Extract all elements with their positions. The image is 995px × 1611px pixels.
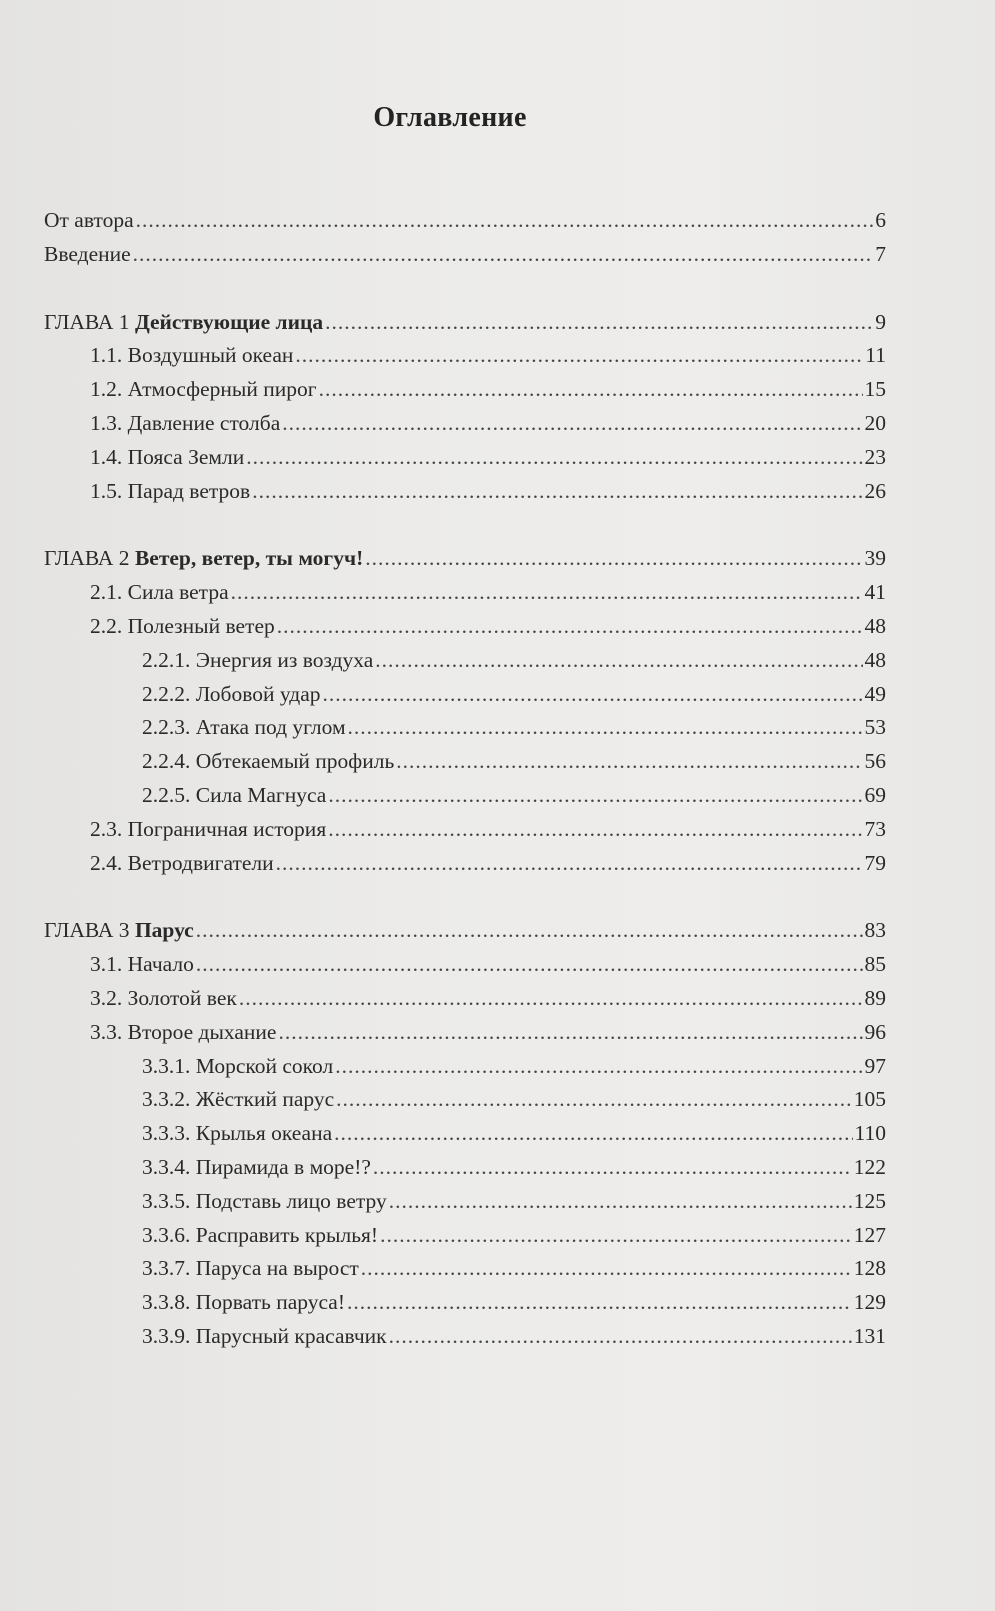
dot-leader [325,306,873,340]
dot-leader [389,1320,852,1354]
toc-page-number: 7 [875,241,886,266]
toc-label [44,306,323,340]
toc-page-number: 49 [864,681,886,706]
toc-entry[interactable] [44,1083,886,1117]
dot-leader [278,1016,862,1050]
toc-chapter-heading[interactable] [44,914,886,948]
dot-leader [347,1286,852,1320]
toc-page-number: 15 [864,377,886,402]
dot-leader [396,745,862,779]
dot-leader [375,644,862,678]
dot-leader [336,1083,852,1117]
toc-label: От автора [44,208,134,232]
toc-page-number: 11 [865,343,886,368]
chapter-name: Действующие лица [134,309,324,334]
chapter-prefix: ГЛАВА 2 [44,546,130,571]
toc-chapter-heading[interactable] [44,542,886,576]
toc-entry[interactable] [44,1252,886,1286]
dot-leader [246,441,862,475]
toc-entry[interactable] [44,339,886,373]
toc-page-number: 39 [864,546,886,571]
chapter-2 [44,542,886,880]
dot-leader [335,1050,862,1084]
dot-leader [323,678,863,712]
toc-label: 2.2.2. Лобовой удар [142,681,321,706]
toc-entry[interactable] [44,779,886,813]
toc-label: 1.1. Воздушный океан [90,343,294,368]
toc-label: 2.2.4. Обтекаемый профиль [142,749,395,774]
toc-page-number: 9 [875,309,886,334]
toc-label: 3.3.9. Парусный красавчик [142,1323,387,1348]
dot-leader [277,610,863,644]
toc-page-number: 48 [864,613,886,638]
toc-page-number: 85 [864,952,886,977]
dot-leader [239,982,863,1016]
toc-entry[interactable] [44,1219,886,1253]
toc-label: 3.3.3. Крылья океана [142,1121,333,1146]
toc-page-number: 69 [864,782,886,807]
dot-leader [328,779,862,813]
dot-leader [295,339,863,373]
toc-page-number: 79 [864,850,886,875]
chapter-name: Ветер, ветер, ты могуч! [134,546,364,571]
toc-entry[interactable] [44,576,886,610]
toc-label: 3.3.8. Порвать паруса! [142,1290,345,1315]
toc-label [44,542,363,576]
toc-entry[interactable] [44,678,886,712]
toc-label: 2.2.1. Энергия из воздуха [142,647,374,672]
toc-label: 2.1. Сила ветра [90,580,229,605]
dot-leader [380,1219,852,1253]
toc-label: 2.2. Полезный ветер [90,613,275,638]
dot-leader [319,373,863,407]
toc-page-number: 83 [864,918,886,943]
toc-page-number: 128 [853,1256,886,1281]
toc-label: 2.2.5. Сила Магнуса [142,782,327,807]
toc-label: 3.3.4. Пирамида в море!? [142,1154,371,1179]
toc-label: 1.3. Давление столба [90,410,281,435]
toc-entry[interactable] [44,1050,886,1084]
toc-label: 1.4. Пояса Земли [90,444,245,469]
toc-label: 2.3. Пограничная история [90,816,327,841]
toc-label: 3.3.5. Подставь лицо ветру [142,1188,387,1213]
toc-page-number: 23 [864,444,886,469]
toc-page-number: 110 [854,1121,886,1146]
toc-chapter-heading[interactable] [44,306,886,340]
front-matter [44,204,886,272]
toc-entry[interactable] [44,711,886,745]
dot-leader [196,948,863,982]
toc-label: 3.3. Второе дыхание [90,1019,277,1044]
toc-label: 3.3.1. Морской сокол [142,1053,334,1078]
toc-page-number: 122 [853,1154,886,1179]
toc-label: 3.1. Начало [90,952,194,977]
toc-entry[interactable] [44,610,886,644]
dot-leader [252,475,862,509]
toc-page-number: 97 [864,1053,886,1078]
toc-label: 1.5. Парад ветров [90,478,251,503]
toc-entry[interactable] [44,1185,886,1219]
toc-label: 3.3.6. Расправить крылья! [142,1222,379,1247]
dot-leader [231,576,863,610]
toc-entry[interactable] [44,745,886,779]
toc-entry[interactable] [44,1151,886,1185]
toc-page-number: 131 [853,1323,886,1348]
toc-label: Введение [44,241,131,266]
dot-leader [196,914,863,948]
chapter-prefix: ГЛАВА 1 [44,309,130,334]
toc-page-number: 56 [864,749,886,774]
dot-leader [136,204,874,238]
toc-label: 3.3.2. Жёсткий парус [142,1087,335,1112]
toc-page-number: 26 [864,478,886,503]
dot-leader [328,813,862,847]
toc-entry[interactable] [44,1286,886,1320]
toc-page-number: 96 [864,1019,886,1044]
toc-page-number: 73 [864,816,886,841]
toc-entry[interactable] [44,948,886,982]
toc-label: 3.2. Золотой век [90,985,237,1010]
toc-page-number: 6 [875,208,886,232]
dot-leader [133,238,874,272]
toc-label [44,914,194,948]
toc-entry[interactable] [44,1016,886,1050]
toc-page-number: 89 [864,985,886,1010]
toc-page-number: 41 [864,580,886,605]
dot-leader [282,407,862,441]
table-of-contents [44,204,886,1388]
chapter-3 [44,914,886,1353]
toc-entry[interactable] [44,982,886,1016]
toc-entry[interactable] [44,373,886,407]
toc-page-number: 129 [853,1290,886,1315]
dot-leader [348,711,863,745]
toc-entry[interactable] [44,1320,886,1354]
toc-entry[interactable] [44,813,886,847]
toc-page-number: 127 [853,1222,886,1247]
toc-entry[interactable] [44,847,886,881]
toc-entry[interactable] [44,1117,886,1151]
toc-page-number: 48 [864,647,886,672]
chapter-name: Парус [134,918,194,943]
page-title: Оглавление [373,102,527,133]
toc-entry[interactable] [44,407,886,441]
toc-page-number: 105 [853,1087,886,1112]
dot-leader [365,542,862,576]
toc-label: 1.2. Атмосферный пирог [90,377,317,402]
toc-entry-introduction[interactable] [44,238,886,272]
toc-entry[interactable] [44,441,886,475]
toc-label: 2.4. Ветродвигатели [90,850,274,875]
chapter-1 [44,306,886,509]
dot-leader [361,1252,852,1286]
toc-entry[interactable] [44,644,886,678]
dot-leader [334,1117,852,1151]
toc-label: 2.2.3. Атака под углом [142,715,346,740]
toc-label: 3.3.7. Паруса на вырост [142,1256,359,1281]
chapter-prefix: ГЛАВА 3 [44,918,130,943]
toc-page-number: 20 [864,410,886,435]
dot-leader [389,1185,852,1219]
dot-leader [276,847,863,881]
dot-leader [373,1151,852,1185]
toc-entry-from-author[interactable] [44,204,886,238]
toc-page-number: 125 [853,1188,886,1213]
toc-page-number: 53 [864,715,886,740]
toc-entry[interactable] [44,475,886,509]
